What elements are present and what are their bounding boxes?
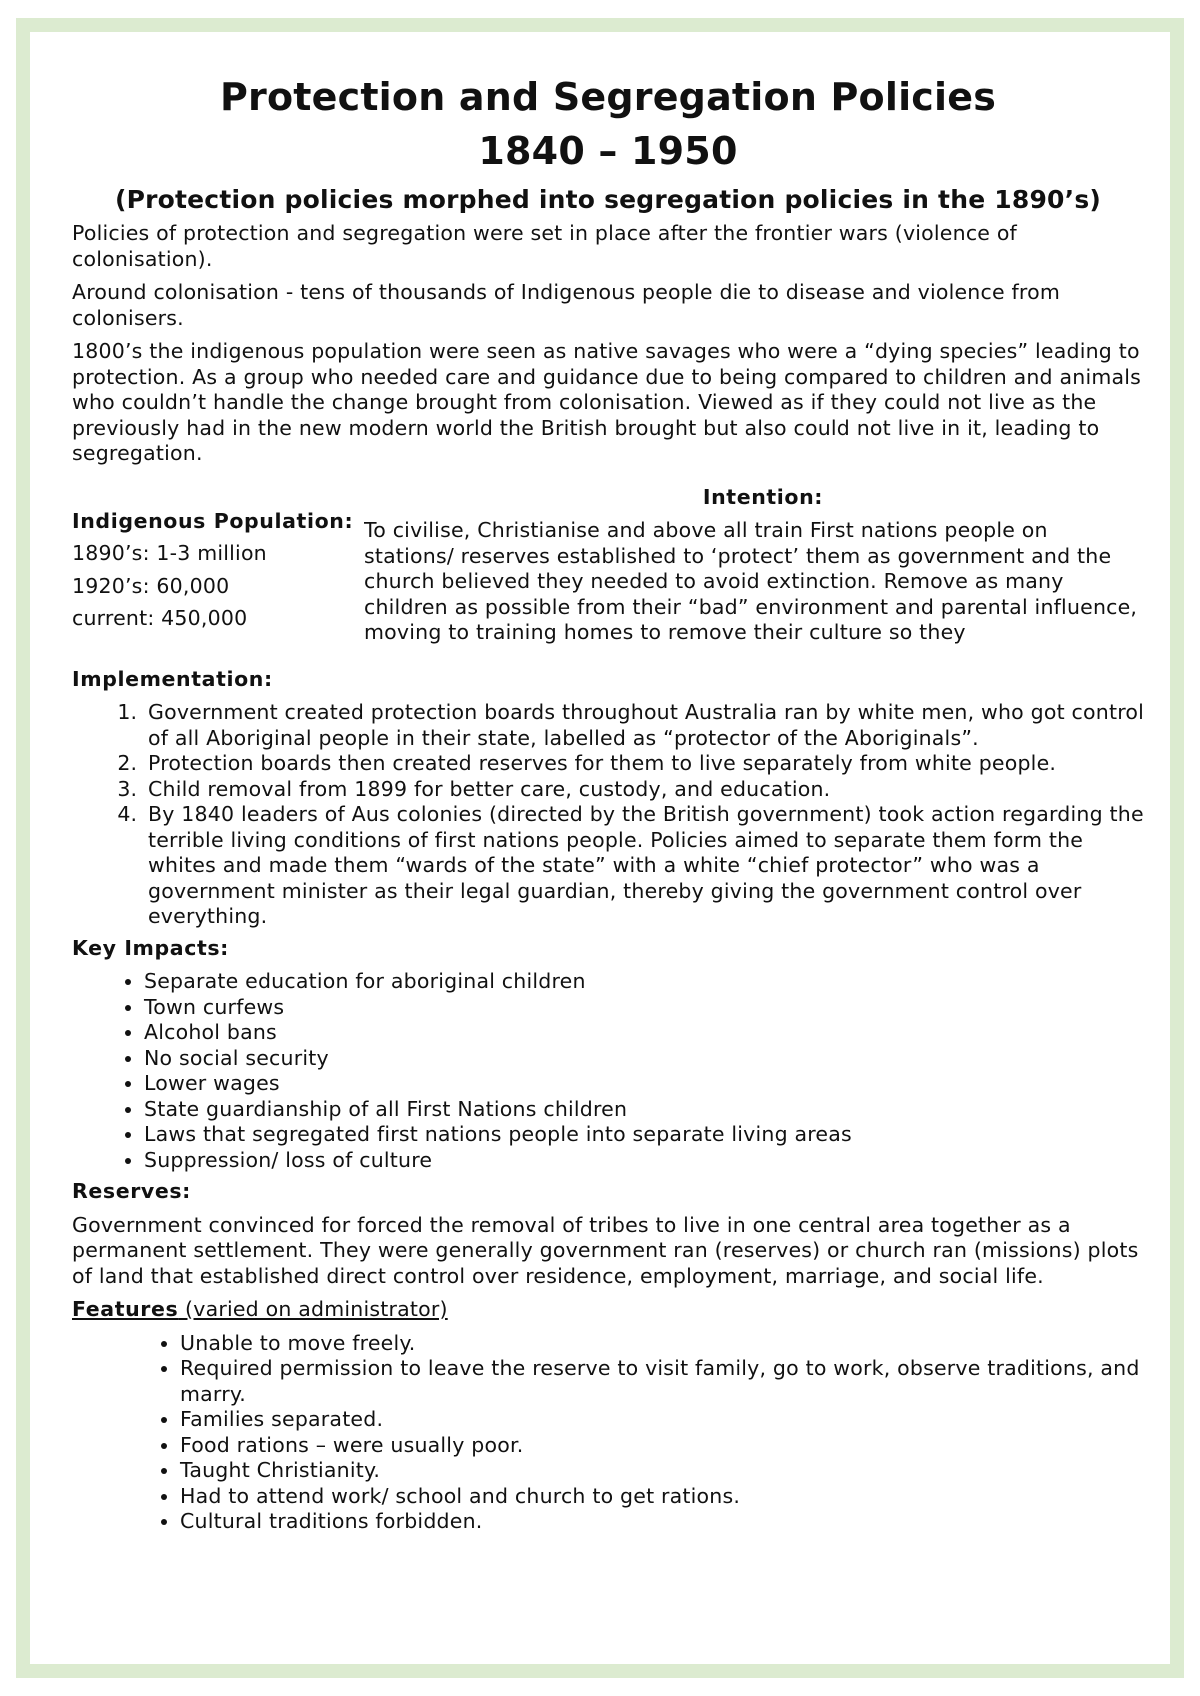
features-heading <box>72 1297 1144 1323</box>
intro-paragraph-3: 1800’s the indigenous population were seen as native savages who were a “dying species” leading to protection. As a group who needed care and guidance due to being compared to children and animals who couldn’t handle the change brought from colonisation. Viewed as if they could not live as the previously had in the new modern world the British brought but also could not live in it, leading to segregation. <box>72 339 1142 465</box>
feature-item: • Unable to move freely. <box>180 1331 1144 1357</box>
population-column <box>72 509 362 639</box>
key-impacts-heading: Key Impacts: <box>72 935 229 960</box>
intro-paragraph-2: Around colonisation - tens of thousands of Indigenous people die to disease and violence from colonisers. <box>72 280 1061 330</box>
key-impact-item: • State guardianship of all First Nations children <box>144 1097 1144 1123</box>
feature-item: • Cultural traditions forbidden. <box>180 1509 1144 1535</box>
intro-paragraph-1: Policies of protection and segregation were set in place after the frontier wars (violence of colonisation). <box>72 221 1017 271</box>
intention-column <box>364 485 1142 645</box>
key-impact-item: • Suppression/ loss of culture <box>144 1148 1144 1174</box>
features-list <box>72 1331 1144 1535</box>
reserves-heading: Reserves: <box>72 1179 191 1203</box>
key-impact-item: • No social security <box>144 1046 1144 1072</box>
document-title <box>72 70 1144 178</box>
implementation-item: 1. Government created protection boards throughout Australia ran by white men, who got control of all Aboriginal people in their state, labelled as “protector of the Aboriginals”. <box>144 700 1144 751</box>
feature-item: • Families separated. <box>180 1407 1144 1433</box>
key-impact-item: • Lower wages <box>144 1071 1144 1097</box>
population-stat-1920s: 1920’s: 60,000 <box>72 573 230 598</box>
key-impact-item: • Laws that segregated first nations people into separate living areas <box>144 1122 1144 1148</box>
key-impact-item: • Alcohol bans <box>144 1020 1144 1046</box>
title-line-2: 1840 – 1950 <box>478 129 738 173</box>
implementation-item: 3. Child removal from 1899 for better care, custody, and education. <box>144 777 1144 803</box>
feature-item: • Food rations – were usually poor. <box>180 1433 1144 1459</box>
title-line-1: Protection and Segregation Policies <box>219 75 997 119</box>
key-impact-item: • Separate education for aboriginal children <box>144 969 1144 995</box>
implementation-item: 2. Protection boards then created reserves for them to live separately from white people. <box>144 751 1144 777</box>
intention-label: Intention: <box>702 484 824 509</box>
intention-text-box <box>364 518 1142 644</box>
feature-item: • Required permission to leave the reserve to visit family, go to work, observe traditions, and marry. <box>180 1356 1144 1407</box>
feature-item: • Taught Christianity. <box>180 1458 1144 1484</box>
population-label: Indigenous Population: <box>72 508 354 533</box>
implementation-item: 4. By 1840 leaders of Aus colonies (directed by the British government) took action regarding the terrible living conditions of first nations people. Policies aimed to separate them form the whites and made them “wards of the state” with a white “chief protector” who was a government minister as their legal guardian, thereby giving the government control over everything. <box>144 802 1144 930</box>
implementation-heading: Implementation: <box>72 666 273 691</box>
key-impact-item: • Town curfews <box>144 995 1144 1021</box>
document-page <box>72 70 1144 1541</box>
reserves-paragraph: Government convinced for forced the removal of tribes to live in one central area together as a permanent settlement. They were generally government ran (reserves) or church ran (missions) plots of land that established direct control over residence, employment, marriage, and social life. <box>72 1212 1139 1288</box>
key-impacts-list <box>72 969 1144 1173</box>
features-heading-label: Features <box>72 1297 179 1321</box>
population-stat-1890s: 1890’s: 1-3 million <box>72 541 267 565</box>
implementation-list <box>72 700 1144 930</box>
feature-item: • Had to attend work/ school and church to get rations. <box>180 1484 1144 1510</box>
document-subtitle: (Protection policies morphed into segregation policies in the 1890’s) <box>114 185 1102 214</box>
population-intention-section <box>72 485 1144 661</box>
intention-text: To civilise, Christianise and above all train First nations people on stations/ reserves established to ‘protect’ them as government and the church believed they needed to avoid extinction. Remove as many children as possible from their “bad” environment and parental influence, moving to training homes to remove their culture so they <box>364 518 1138 644</box>
features-heading-note: (varied on administrator) <box>178 1297 448 1321</box>
population-stat-current: current: 450,000 <box>72 606 248 630</box>
